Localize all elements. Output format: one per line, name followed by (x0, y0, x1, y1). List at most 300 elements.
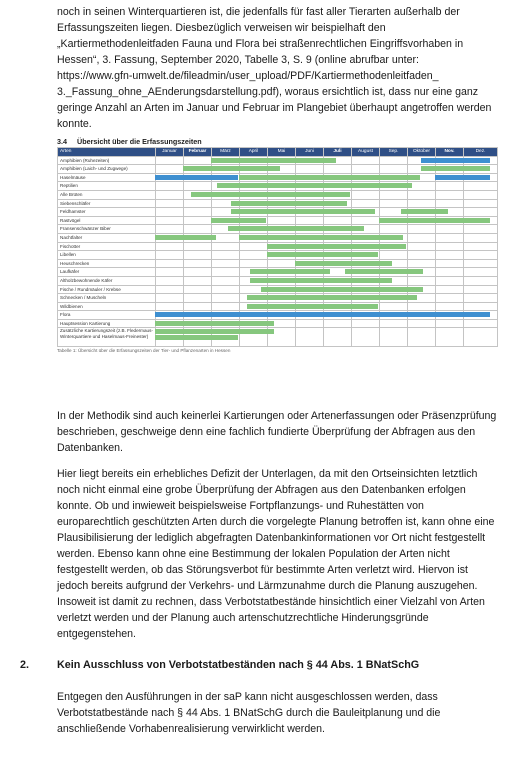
month-cell (352, 173, 380, 182)
species-label: Hauptsession Kartierung (58, 319, 156, 328)
month-cell (268, 251, 296, 260)
section-number: 2. (20, 659, 30, 671)
species-label: Fransenschwänzer Biber (58, 225, 156, 234)
month-cell (268, 328, 296, 347)
month-cell (408, 319, 436, 328)
month-cell (380, 285, 408, 294)
gantt-row (58, 165, 498, 174)
gantt-row (58, 208, 498, 217)
month-cell (408, 276, 436, 285)
month-cell (352, 156, 380, 165)
month-cell (324, 233, 352, 242)
month-cell (464, 208, 498, 217)
month-cell (324, 294, 352, 303)
month-cell (156, 276, 184, 285)
month-cell (408, 311, 436, 320)
month-cell (352, 268, 380, 277)
month-cell (212, 225, 240, 234)
month-cell (296, 182, 324, 191)
month-cell (324, 311, 352, 320)
gantt-row (58, 233, 498, 242)
month-cell (436, 251, 464, 260)
month-cell (408, 328, 436, 347)
month-cell (380, 216, 408, 225)
gantt-row (58, 259, 498, 268)
month-cell (464, 199, 498, 208)
month-cell (324, 268, 352, 277)
month-cell (464, 182, 498, 191)
month-cell (324, 199, 352, 208)
month-cell (212, 268, 240, 277)
month-cell (212, 251, 240, 260)
month-cell (268, 165, 296, 174)
month-cell (352, 182, 380, 191)
month-cell (352, 233, 380, 242)
species-label: Laufkäfer (58, 268, 156, 277)
gantt-row (58, 242, 498, 251)
month-cell (324, 319, 352, 328)
month-cell (296, 165, 324, 174)
gantt-row (58, 294, 498, 303)
month-cell (464, 285, 498, 294)
month-cell (436, 294, 464, 303)
month-cell (436, 173, 464, 182)
species-label: Rastvögel (58, 216, 156, 225)
month-cell (184, 319, 212, 328)
month-cell (212, 259, 240, 268)
month-cell (464, 294, 498, 303)
month-cell (352, 208, 380, 217)
month-cell (380, 294, 408, 303)
month-cell (352, 251, 380, 260)
month-cell (324, 328, 352, 347)
month-cell (268, 311, 296, 320)
month-cell (352, 285, 380, 294)
month-cell (240, 251, 268, 260)
month-cell (408, 251, 436, 260)
section-heading (20, 657, 500, 673)
month-cell (240, 268, 268, 277)
month-cell (240, 165, 268, 174)
month-cell (380, 319, 408, 328)
month-cell (352, 199, 380, 208)
month-cell (296, 190, 324, 199)
month-cell (184, 242, 212, 251)
month-cell (240, 311, 268, 320)
month-cell (408, 225, 436, 234)
month-cell (184, 259, 212, 268)
month-cell (240, 276, 268, 285)
month-cell (352, 242, 380, 251)
gantt-wrapper (57, 147, 512, 347)
month-cell (324, 208, 352, 217)
month-cell (324, 276, 352, 285)
month-header: März (212, 148, 240, 157)
month-cell (464, 156, 498, 165)
month-cell (436, 242, 464, 251)
month-cell (240, 285, 268, 294)
species-label: Zusätzliche Kartierungszeit (z.B. Fledermaus-Winterquartiere und Haselmaus-Freinester) (58, 328, 156, 347)
survey-periods-figure (57, 136, 512, 353)
month-cell (212, 208, 240, 217)
month-cell (184, 268, 212, 277)
month-cell (324, 251, 352, 260)
month-cell (408, 268, 436, 277)
month-cell (156, 251, 184, 260)
month-header: Oktober (408, 148, 436, 157)
month-cell (408, 233, 436, 242)
gantt-header-row (58, 148, 498, 157)
species-label: Reptilien (58, 182, 156, 191)
month-cell (268, 233, 296, 242)
month-cell (296, 276, 324, 285)
month-cell (268, 216, 296, 225)
month-cell (184, 328, 212, 347)
month-cell (380, 182, 408, 191)
month-cell (464, 225, 498, 234)
month-cell (380, 156, 408, 165)
month-cell (156, 311, 184, 320)
month-cell (240, 294, 268, 303)
month-cell (408, 208, 436, 217)
month-cell (324, 173, 352, 182)
month-cell (352, 319, 380, 328)
month-cell (212, 311, 240, 320)
month-cell (240, 319, 268, 328)
month-cell (380, 225, 408, 234)
month-cell (212, 302, 240, 311)
month-cell (380, 165, 408, 174)
month-cell (268, 190, 296, 199)
month-cell (240, 225, 268, 234)
month-cell (156, 165, 184, 174)
month-cell (212, 182, 240, 191)
month-cell (240, 190, 268, 199)
month-cell (268, 259, 296, 268)
month-cell (380, 233, 408, 242)
species-label: Heuschrecken (58, 259, 156, 268)
month-cell (268, 302, 296, 311)
month-cell (184, 233, 212, 242)
month-cell (464, 165, 498, 174)
gantt-row (58, 156, 498, 165)
month-cell (380, 242, 408, 251)
month-cell (324, 182, 352, 191)
month-cell (436, 259, 464, 268)
month-cell (184, 216, 212, 225)
month-cell (156, 233, 184, 242)
month-cell (436, 165, 464, 174)
gantt-row (58, 302, 498, 311)
month-cell (408, 259, 436, 268)
month-cell (212, 216, 240, 225)
month-cell (268, 156, 296, 165)
month-header: April (240, 148, 268, 157)
month-cell (268, 242, 296, 251)
month-cell (352, 302, 380, 311)
month-cell (408, 216, 436, 225)
month-cell (212, 199, 240, 208)
month-cell (184, 302, 212, 311)
month-cell (380, 199, 408, 208)
figure-title-text: Übersicht über die Erfassungszeiten (77, 137, 202, 146)
gantt-row (58, 276, 498, 285)
gantt-row (58, 216, 498, 225)
species-label: Libellen (58, 251, 156, 260)
gantt-row (58, 190, 498, 199)
month-cell (156, 294, 184, 303)
gantt-table (57, 147, 498, 347)
month-cell (184, 276, 212, 285)
month-cell (436, 208, 464, 217)
month-cell (296, 225, 324, 234)
month-cell (184, 199, 212, 208)
month-cell (380, 268, 408, 277)
month-cell (436, 199, 464, 208)
month-cell (296, 302, 324, 311)
month-cell (156, 242, 184, 251)
month-cell (324, 216, 352, 225)
month-cell (436, 216, 464, 225)
month-cell (436, 156, 464, 165)
month-cell (156, 182, 184, 191)
month-cell (464, 328, 498, 347)
month-cell (156, 328, 184, 347)
month-header: Juni (296, 148, 324, 157)
month-cell (268, 225, 296, 234)
month-cell (296, 199, 324, 208)
month-cell (212, 156, 240, 165)
month-cell (268, 319, 296, 328)
month-cell (156, 173, 184, 182)
month-cell (240, 156, 268, 165)
month-cell (184, 285, 212, 294)
month-cell (268, 182, 296, 191)
month-cell (436, 311, 464, 320)
month-cell (184, 156, 212, 165)
month-cell (156, 216, 184, 225)
month-cell (408, 156, 436, 165)
gantt-row (58, 328, 498, 347)
gantt-row (58, 268, 498, 277)
month-cell (212, 285, 240, 294)
month-cell (156, 208, 184, 217)
month-cell (184, 165, 212, 174)
month-cell (240, 199, 268, 208)
month-cell (240, 259, 268, 268)
month-cell (408, 165, 436, 174)
month-cell (436, 302, 464, 311)
month-cell (324, 156, 352, 165)
month-cell (268, 294, 296, 303)
month-cell (464, 242, 498, 251)
month-cell (464, 311, 498, 320)
month-cell (352, 216, 380, 225)
gantt-row (58, 225, 498, 234)
month-cell (240, 328, 268, 347)
month-cell (324, 285, 352, 294)
month-cell (296, 216, 324, 225)
month-cell (240, 233, 268, 242)
month-cell (464, 233, 498, 242)
species-label: Feldhamster (58, 208, 156, 217)
month-cell (436, 233, 464, 242)
month-cell (352, 294, 380, 303)
month-cell (324, 225, 352, 234)
species-label: Fische / Rundmäuler / Krebse (58, 285, 156, 294)
month-cell (436, 268, 464, 277)
month-cell (156, 268, 184, 277)
month-cell (156, 302, 184, 311)
month-cell (240, 182, 268, 191)
final-paragraph: Entgegen den Ausführungen in der saP kann nicht ausgeschlossen werden, dass Verbotstatbestände nach § 44 Abs. 1 BNatSchG durch die Bauleitplanung und die anschließende Vorhabenrealisierung verwirklicht werden. (57, 691, 441, 735)
species-label: Nachtfalter (58, 233, 156, 242)
species-label: Alle Brüten (58, 190, 156, 199)
gantt-row (58, 285, 498, 294)
species-label: Amphibien (Laich- und Zugwege) (58, 165, 156, 174)
month-cell (296, 173, 324, 182)
month-cell (212, 190, 240, 199)
month-cell (240, 242, 268, 251)
month-cell (184, 225, 212, 234)
month-cell (156, 199, 184, 208)
month-cell (212, 165, 240, 174)
gantt-row (58, 251, 498, 260)
species-label: Amphibien (Ruhezeiten) (58, 156, 156, 165)
month-cell (380, 251, 408, 260)
month-cell (296, 233, 324, 242)
month-header: Februar (184, 148, 212, 157)
gantt-row (58, 182, 498, 191)
month-cell (380, 173, 408, 182)
month-cell (268, 285, 296, 294)
figure-number: 3.4 (57, 137, 67, 146)
month-cell (240, 216, 268, 225)
species-label: Schnecken / Muscheln (58, 294, 156, 303)
month-cell (464, 259, 498, 268)
month-cell (324, 190, 352, 199)
month-cell (380, 276, 408, 285)
species-label: Haselmäuse (58, 173, 156, 182)
month-cell (296, 242, 324, 251)
month-cell (212, 294, 240, 303)
month-cell (296, 294, 324, 303)
month-cell (184, 173, 212, 182)
month-cell (240, 173, 268, 182)
month-cell (464, 276, 498, 285)
month-cell (352, 259, 380, 268)
species-label: Wildbienen (58, 302, 156, 311)
figure-caption: Tabelle 1: Übersicht über die Erfassungszeiten der Tier- und Pflanzenarten in Hessen (57, 348, 231, 354)
month-cell (464, 251, 498, 260)
month-cell (464, 216, 498, 225)
month-cell (156, 190, 184, 199)
gantt-row (58, 319, 498, 328)
month-cell (352, 311, 380, 320)
month-cell (408, 182, 436, 191)
month-cell (212, 276, 240, 285)
month-cell (212, 242, 240, 251)
month-cell (436, 328, 464, 347)
gantt-row (58, 199, 498, 208)
month-cell (464, 319, 498, 328)
month-header: August (352, 148, 380, 157)
month-cell (296, 285, 324, 294)
month-cell (240, 302, 268, 311)
month-header: Mai (268, 148, 296, 157)
month-cell (184, 251, 212, 260)
month-cell (296, 251, 324, 260)
month-cell (464, 302, 498, 311)
month-cell (268, 199, 296, 208)
month-cell (212, 328, 240, 347)
month-cell (436, 276, 464, 285)
section-title: Kein Ausschluss von Verbotstatbeständen nach § 44 Abs. 1 BNatSchG (57, 659, 420, 671)
month-cell (156, 319, 184, 328)
month-header: Januar (156, 148, 184, 157)
species-label: Altholzbewohnende Käfer (58, 276, 156, 285)
month-cell (464, 190, 498, 199)
month-cell (184, 311, 212, 320)
month-cell (184, 208, 212, 217)
month-cell (408, 173, 436, 182)
month-cell (268, 268, 296, 277)
month-cell (324, 242, 352, 251)
month-cell (408, 199, 436, 208)
species-label: Siebenschläfer (58, 199, 156, 208)
month-cell (212, 173, 240, 182)
figure-title (57, 136, 512, 147)
month-cell (268, 173, 296, 182)
month-header: Dez. (464, 148, 498, 157)
month-cell (296, 259, 324, 268)
month-cell (408, 190, 436, 199)
month-cell (324, 259, 352, 268)
month-cell (240, 208, 268, 217)
month-cell (436, 285, 464, 294)
gantt-body (58, 156, 498, 347)
month-cell (212, 233, 240, 242)
month-cell (408, 242, 436, 251)
month-cell (296, 268, 324, 277)
month-cell (436, 190, 464, 199)
month-cell (296, 311, 324, 320)
month-cell (352, 276, 380, 285)
month-cell (352, 190, 380, 199)
month-cell (380, 311, 408, 320)
month-header: Nov. (436, 148, 464, 157)
month-cell (296, 156, 324, 165)
month-header: Juli (324, 148, 352, 157)
month-cell (156, 259, 184, 268)
month-cell (436, 225, 464, 234)
month-cell (380, 328, 408, 347)
month-cell (156, 285, 184, 294)
month-cell (380, 208, 408, 217)
month-cell (156, 156, 184, 165)
month-cell (268, 276, 296, 285)
methodology-paragraph: In der Methodik sind auch keinerlei Kartierungen oder Artenerfassungen oder Präsenzprüfung beschrieben, geschweige denn eine fachlich fundierte Überprüfung der Abfragen aus den Datenbanken. (57, 410, 497, 454)
species-label: Fischotter (58, 242, 156, 251)
species-label: Flora (58, 311, 156, 320)
month-cell (408, 302, 436, 311)
intro-paragraph: noch in seinen Winterquartieren ist, die jedenfalls für fast aller Tierarten außerhalb der Erfassungszeiten liegen. Diesbezüglich verweisen wir beispielhaft den „Kartiermethodenleitfaden Fauna und Flora bei straßenrechtlichen Eingriffsvorhaben in Hessen“, 3. Fassung, September 2020, Tabelle 3, S. 9 (online abrufbar unter: https://www.gfn-umwelt.de/fileadmin/user_upload/PDF/Kartiermethodenleitfaden_ 3._Fassung_ohne_AEnderungsdarstellung.pdf), woraus ersichtlich ist, dass nur eine ganz geringe Anzahl an Arten im Januar und Februar im Plangebiet überhaupt angetroffen werden konnte. (57, 6, 492, 130)
month-cell (156, 225, 184, 234)
month-cell (408, 294, 436, 303)
month-cell (464, 173, 498, 182)
month-cell (324, 302, 352, 311)
month-header: Sep. (380, 148, 408, 157)
